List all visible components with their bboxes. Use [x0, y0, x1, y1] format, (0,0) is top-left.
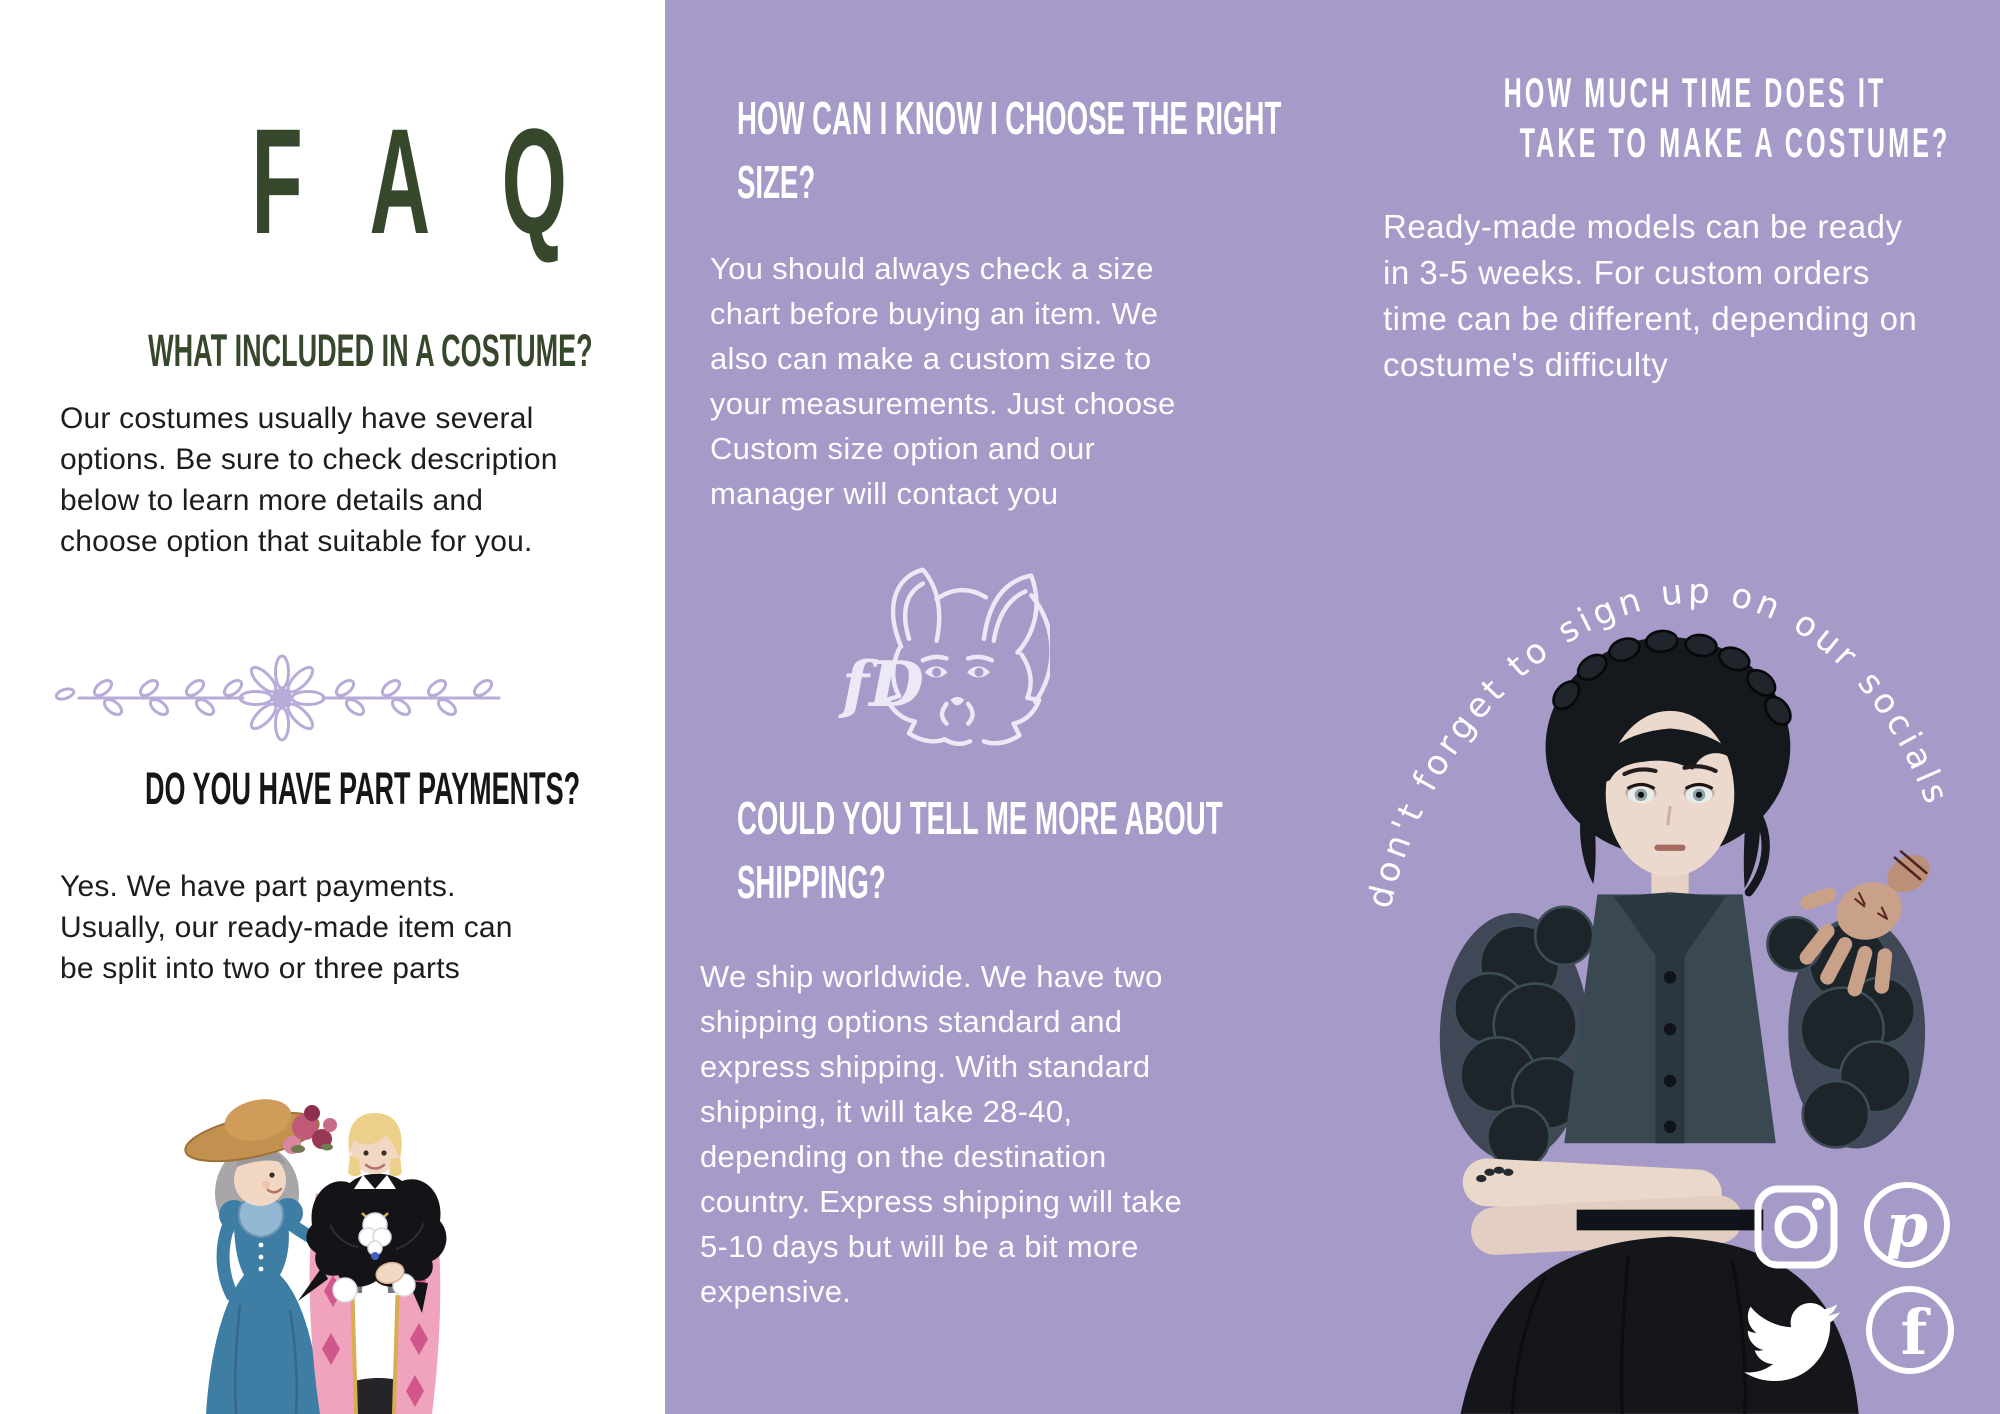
cosplay-couple-photo [140, 1075, 570, 1414]
paragraph-shipping: We ship worldwide. We have two shipping options standard and express shipping. With standard shipping, it will take 28-40, depending on the destination country. Express shipping will take 5-10 days but will be a bit more expensive. [700, 959, 1183, 1309]
heading-shipping: COULD YOU TELL ME MORE ABOUT SHIPPING? [737, 792, 1223, 908]
heading-choose-right-size: HOW CAN I KNOW I CHOOSE THE RIGHT SIZE? [737, 92, 1282, 208]
heading-part-payments: DO YOU HAVE PART PAYMENTS? [145, 763, 581, 814]
twitter-icon[interactable] [1742, 1288, 1842, 1382]
paragraph-what-included: Our costumes usually have several options. Be sure to check description below to learn more details and choose option that suitable for you. [60, 402, 558, 558]
floral-divider-icon [55, 645, 510, 750]
curved-social-text [1335, 535, 2000, 965]
fox-logo-icon [838, 552, 1050, 757]
heading-make-time: HOW MUCH TIME DOES IT TAKE TO MAKE A COSTUME? [1503, 69, 1951, 166]
paragraph-part-payments: Yes. We have part payments. Usually, our ready-made item can be split into two or three parts [60, 870, 513, 985]
page-title-text: FAQ [251, 97, 639, 265]
svg-text:p: p [1886, 1191, 1928, 1261]
svg-text:f: f [1900, 1296, 1928, 1369]
facebook-icon[interactable] [1862, 1282, 1958, 1378]
page-title [0, 97, 665, 265]
paragraph-choose-right-size: You should always check a size chart before buying an item. We also can make a custom size to your measurements. Just choose Custom size option and our manager will contact you [710, 251, 1176, 511]
pinterest-icon[interactable] [1862, 1180, 1952, 1270]
svg-text:don't forget to sign up on our [1360, 572, 1958, 912]
instagram-icon[interactable] [1752, 1183, 1840, 1271]
heading-what-included: WHAT INCLUDED IN A COSTUME? [148, 325, 593, 376]
paragraph-make-time: Ready-made models can be ready in 3-5 weeks. For custom orders time can be different, depending on costume's difficulty [1383, 208, 1918, 383]
curved-social-text-label: don't forget to sign up on our socials [1359, 571, 1958, 913]
fox-logo-monogram: fD [841, 646, 924, 721]
